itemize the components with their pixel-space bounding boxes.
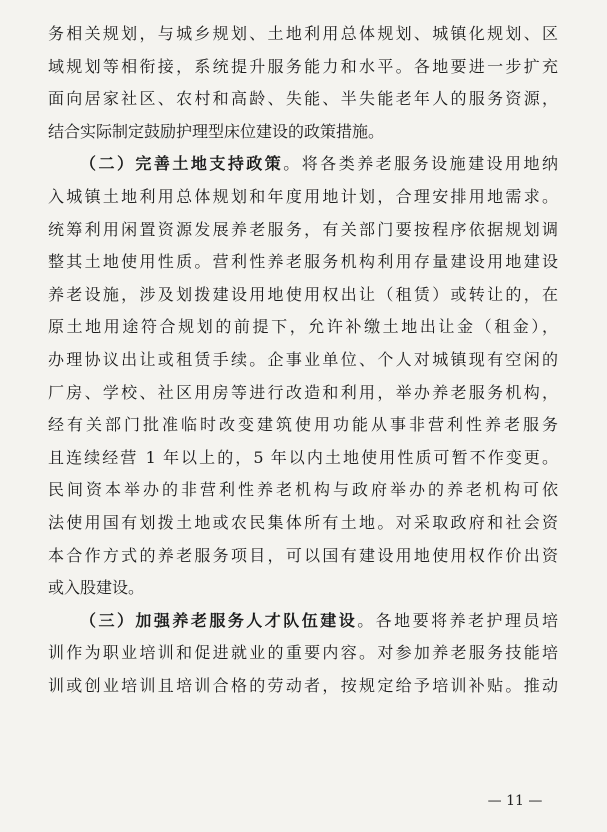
section-heading-line (48, 148, 558, 181)
paragraph-line: 厂房、学校、社区用房等进行改造和利用，举办养老服务机构， (48, 382, 558, 402)
paragraph-line: 原土地用途符合规划的前提下，允许补缴土地出让金（租金）， (48, 317, 558, 337)
document-body (48, 18, 558, 702)
paragraph-line: 入城镇土地利用总体规划和年度用地计划，合理安排用地需求。 (48, 186, 558, 206)
paragraph-line: 整其土地使用性质。营利性养老服务机构利用存量建设用地建设 (48, 252, 558, 272)
section-heading-talent: （三）加强养老服务人才队伍建设 (80, 610, 358, 630)
paragraph-line: 本合作方式的养老服务项目，可以国有建设用地使用权作价出资 (48, 545, 558, 565)
paragraph-line: 务相关规划，与城乡规划、土地利用总体规划、城镇化规划、区 (48, 24, 558, 43)
paragraph-line: 办理协议出让或租赁手续。企事业单位、个人对城镇现有空闲的 (48, 349, 558, 369)
paragraph-text: 。各地要将养老护理员培 (357, 610, 558, 630)
paragraph-line: 法使用国有划拨土地或农民集体所有土地。对采取政府和社会资 (48, 512, 558, 532)
paragraph-line: 结合实际制定鼓励护理型床位建设的政策措施。 (48, 121, 385, 141)
section-heading-line (48, 605, 558, 638)
paragraph-line: 且连续经营 1 年以上的，5 年以内土地使用性质可暂不作变更。 (48, 447, 558, 467)
paragraph-line: 或入股建设。 (48, 578, 145, 598)
page-number: — 11 — (487, 793, 543, 809)
paragraph-line: 训作为职业培训和促进就业的重要内容。对参加养老服务技能培 (48, 643, 558, 663)
paragraph-line: 统筹利用闲置资源发展养老服务，有关部门要按程序依据规划调 (48, 219, 558, 239)
paragraph-line: 域规划等相衔接，系统提升服务能力和水平。各地要进一步扩充 (48, 56, 558, 76)
paragraph-line: 经有关部门批准临时改变建筑使用功能从事非营利性养老服务 (48, 415, 558, 435)
paragraph-line: 民间资本举办的非营利性养老机构与政府举办的养老机构可依 (48, 480, 558, 500)
paragraph-text: 。将各类养老服务设施建设用地纳 (283, 154, 558, 174)
paragraph-line: 训或创业培训且培训合格的劳动者，按规定给予培训补贴。推动 (48, 675, 558, 695)
paragraph-line: 养老设施，涉及划拨建设用地使用权出让（租赁）或转让的，在 (48, 284, 558, 304)
paragraph-line: 面向居家社区、农村和高龄、失能、半失能老年人的服务资源， (48, 89, 558, 109)
section-heading-land-policy: （二）完善土地支持政策 (80, 154, 284, 174)
